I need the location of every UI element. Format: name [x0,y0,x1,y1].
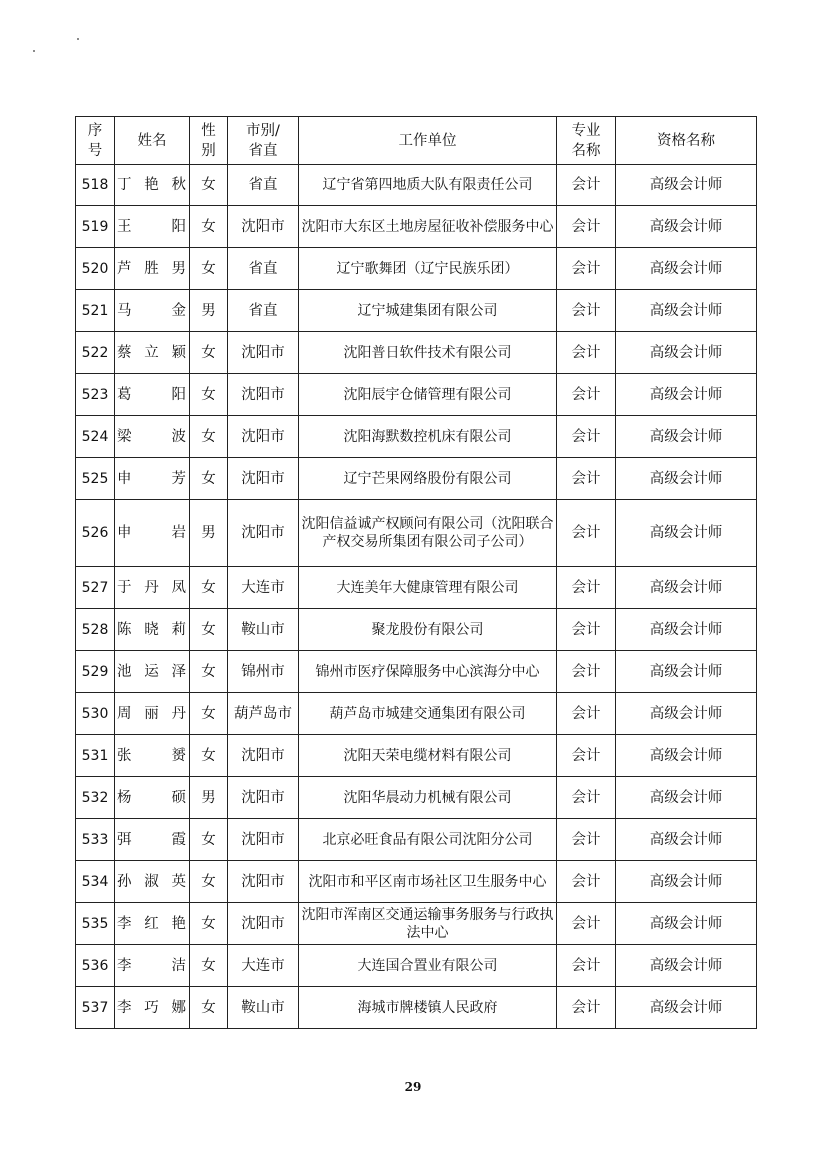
cell-no: 522 [76,332,115,374]
cell-name: 申芳 [115,458,190,500]
cell-qualification: 高级会计师 [616,735,757,777]
table-row [76,987,757,1029]
table-row [76,206,757,248]
col-header-unit: 工作单位 [299,117,557,165]
cell-name: 芦胜男 [115,248,190,290]
col-header-name: 姓名 [115,117,190,165]
table-row [76,903,757,945]
cell-city: 鞍山市 [228,609,299,651]
cell-gender: 女 [190,861,228,903]
table-row [76,651,757,693]
cell-qualification: 高级会计师 [616,374,757,416]
cell-qualification: 高级会计师 [616,861,757,903]
cell-city: 沈阳市 [228,861,299,903]
cell-unit: 辽宁芒果网络股份有限公司 [299,458,557,500]
cell-city: 鞍山市 [228,987,299,1029]
cell-gender: 女 [190,609,228,651]
cell-gender: 女 [190,567,228,609]
cell-name: 李洁 [115,945,190,987]
cell-city: 沈阳市 [228,206,299,248]
cell-major: 会计 [557,458,616,500]
cell-name: 蔡立颖 [115,332,190,374]
cell-qualification: 高级会计师 [616,651,757,693]
cell-no: 534 [76,861,115,903]
col-header-no: 序 号 [76,117,115,165]
col-header-major: 专业 名称 [557,117,616,165]
cell-name: 申岩 [115,500,190,567]
cell-major: 会计 [557,987,616,1029]
cell-major: 会计 [557,500,616,567]
cell-major: 会计 [557,567,616,609]
cell-name: 李巧娜 [115,987,190,1029]
cell-unit: 沈阳辰宇仓储管理有限公司 [299,374,557,416]
cell-gender: 女 [190,248,228,290]
cell-city: 省直 [228,248,299,290]
cell-gender: 女 [190,945,228,987]
cell-unit: 沈阳市大东区土地房屋征收补偿服务中心 [299,206,557,248]
cell-no: 529 [76,651,115,693]
cell-no: 527 [76,567,115,609]
cell-gender: 女 [190,735,228,777]
cell-city: 锦州市 [228,651,299,693]
cell-unit: 大连美年大健康管理有限公司 [299,567,557,609]
cell-unit: 北京必旺食品有限公司沈阳分公司 [299,819,557,861]
cell-qualification: 高级会计师 [616,165,757,206]
table-row [76,609,757,651]
table-row [76,861,757,903]
cell-gender: 女 [190,693,228,735]
cell-no: 537 [76,987,115,1029]
cell-unit: 沈阳华晨动力机械有限公司 [299,777,557,819]
cell-gender: 男 [190,500,228,567]
cell-qualification: 高级会计师 [616,945,757,987]
cell-city: 沈阳市 [228,819,299,861]
cell-name: 梁波 [115,416,190,458]
cell-major: 会计 [557,777,616,819]
page-number: 29 [404,1080,422,1094]
cell-qualification: 高级会计师 [616,693,757,735]
cell-city: 沈阳市 [228,903,299,945]
cell-unit: 沈阳市和平区南市场社区卫生服务中心 [299,861,557,903]
cell-qualification: 高级会计师 [616,206,757,248]
cell-no: 520 [76,248,115,290]
cell-unit: 沈阳海默数控机床有限公司 [299,416,557,458]
cell-major: 会计 [557,165,616,206]
cell-major: 会计 [557,651,616,693]
cell-gender: 女 [190,458,228,500]
cell-name: 周丽丹 [115,693,190,735]
cell-unit: 大连国合置业有限公司 [299,945,557,987]
cell-no: 528 [76,609,115,651]
cell-name: 李红艳 [115,903,190,945]
cell-no: 526 [76,500,115,567]
cell-city: 省直 [228,165,299,206]
cell-qualification: 高级会计师 [616,332,757,374]
cell-gender: 女 [190,416,228,458]
cell-unit: 葫芦岛市城建交通集团有限公司 [299,693,557,735]
cell-name: 陈晓莉 [115,609,190,651]
cell-major: 会计 [557,374,616,416]
cell-qualification: 高级会计师 [616,819,757,861]
cell-major: 会计 [557,861,616,903]
cell-gender: 女 [190,165,228,206]
cell-major: 会计 [557,693,616,735]
cell-name: 于丹凤 [115,567,190,609]
cell-unit: 辽宁歌舞团（辽宁民族乐团） [299,248,557,290]
table-row [76,819,757,861]
table-row [76,332,757,374]
cell-gender: 男 [190,290,228,332]
cell-unit: 沈阳信益诚产权顾问有限公司（沈阳联合产权交易所集团有限公司子公司） [299,500,557,567]
table-row [76,416,757,458]
cell-gender: 女 [190,819,228,861]
cell-gender: 女 [190,206,228,248]
table-row [76,693,757,735]
cell-name: 张赟 [115,735,190,777]
cell-no: 533 [76,819,115,861]
cell-gender: 女 [190,374,228,416]
cell-major: 会计 [557,609,616,651]
cell-no: 519 [76,206,115,248]
cell-no: 525 [76,458,115,500]
cell-city: 沈阳市 [228,374,299,416]
table-row [76,945,757,987]
table-row [76,500,757,567]
cell-major: 会计 [557,903,616,945]
cell-unit: 沈阳普日软件技术有限公司 [299,332,557,374]
cell-gender: 女 [190,987,228,1029]
cell-unit: 海城市牌楼镇人民政府 [299,987,557,1029]
cell-no: 523 [76,374,115,416]
cell-major: 会计 [557,332,616,374]
cell-no: 530 [76,693,115,735]
cell-no: 518 [76,165,115,206]
cell-qualification: 高级会计师 [616,416,757,458]
cell-no: 524 [76,416,115,458]
cell-qualification: 高级会计师 [616,248,757,290]
scan-speck [77,38,79,40]
table-header-row [76,117,757,165]
cell-qualification: 高级会计师 [616,290,757,332]
table-row [76,248,757,290]
cell-city: 沈阳市 [228,735,299,777]
cell-major: 会计 [557,206,616,248]
scan-speck [33,50,35,52]
cell-unit: 辽宁省第四地质大队有限责任公司 [299,165,557,206]
cell-gender: 女 [190,903,228,945]
cell-qualification: 高级会计师 [616,609,757,651]
cell-name: 杨硕 [115,777,190,819]
table-row [76,458,757,500]
cell-name: 池运泽 [115,651,190,693]
cell-qualification: 高级会计师 [616,987,757,1029]
cell-name: 丁艳秋 [115,165,190,206]
cell-major: 会计 [557,735,616,777]
qualification-table [75,116,757,1029]
cell-qualification: 高级会计师 [616,903,757,945]
cell-gender: 男 [190,777,228,819]
cell-unit: 辽宁城建集团有限公司 [299,290,557,332]
cell-name: 马金 [115,290,190,332]
table-row [76,374,757,416]
cell-city: 沈阳市 [228,332,299,374]
cell-city: 沈阳市 [228,777,299,819]
table-row [76,735,757,777]
cell-city: 沈阳市 [228,500,299,567]
cell-major: 会计 [557,248,616,290]
cell-name: 弭霞 [115,819,190,861]
cell-major: 会计 [557,945,616,987]
cell-gender: 女 [190,332,228,374]
table-row [76,165,757,206]
cell-name: 孙淑英 [115,861,190,903]
cell-unit: 锦州市医疗保障服务中心滨海分中心 [299,651,557,693]
col-header-city: 市别/ 省直 [228,117,299,165]
cell-city: 葫芦岛市 [228,693,299,735]
cell-name: 王阳 [115,206,190,248]
cell-no: 521 [76,290,115,332]
cell-unit: 沈阳市浑南区交通运输事务服务与行政执法中心 [299,903,557,945]
cell-qualification: 高级会计师 [616,458,757,500]
table-row [76,567,757,609]
cell-major: 会计 [557,416,616,458]
cell-qualification: 高级会计师 [616,500,757,567]
cell-no: 531 [76,735,115,777]
cell-city: 沈阳市 [228,458,299,500]
cell-qualification: 高级会计师 [616,567,757,609]
col-header-qualification: 资格名称 [616,117,757,165]
cell-no: 536 [76,945,115,987]
table-row [76,777,757,819]
cell-no: 532 [76,777,115,819]
cell-gender: 女 [190,651,228,693]
cell-city: 省直 [228,290,299,332]
cell-city: 沈阳市 [228,416,299,458]
cell-qualification: 高级会计师 [616,777,757,819]
table-row [76,290,757,332]
col-header-gender: 性 别 [190,117,228,165]
cell-unit: 沈阳天荣电缆材料有限公司 [299,735,557,777]
cell-major: 会计 [557,290,616,332]
cell-name: 葛阳 [115,374,190,416]
cell-unit: 聚龙股份有限公司 [299,609,557,651]
cell-city: 大连市 [228,567,299,609]
cell-no: 535 [76,903,115,945]
cell-major: 会计 [557,819,616,861]
cell-city: 大连市 [228,945,299,987]
